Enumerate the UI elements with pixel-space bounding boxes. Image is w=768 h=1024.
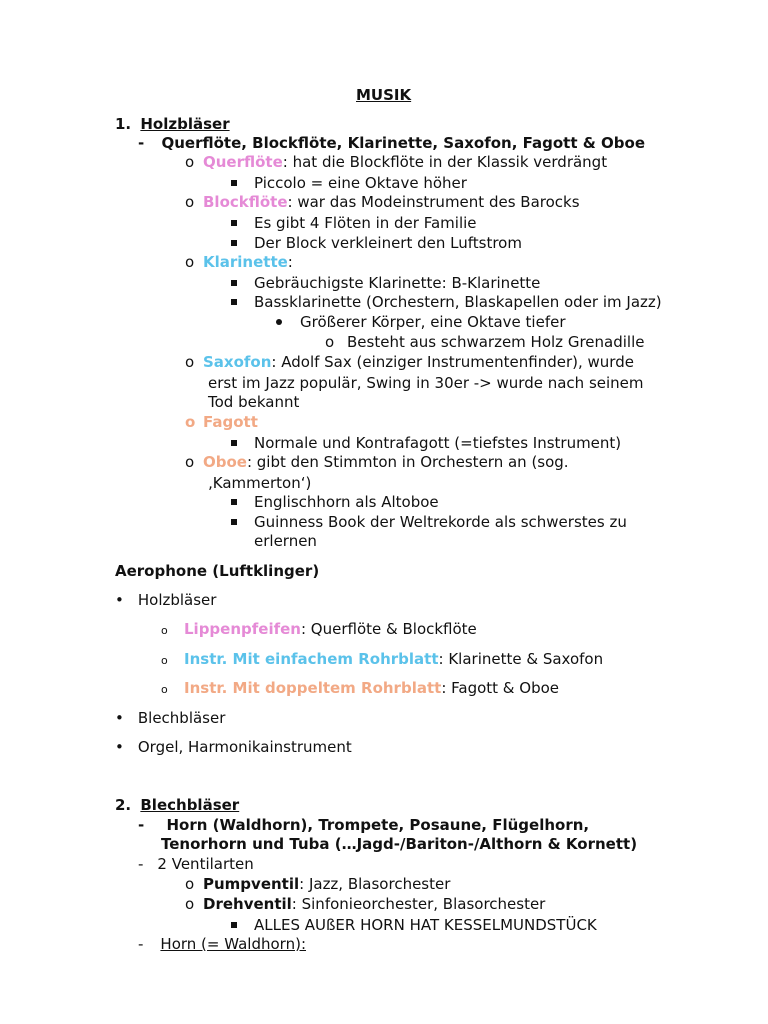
square-bullet [231,922,237,928]
o-marker: o [185,153,195,171]
section2-intro-text1: Horn (Waldhorn), Trompete, Posaune, Flügelhorn, [166,816,590,834]
o-marker: o [185,353,195,371]
square-bullet [231,280,237,286]
drehventil-label: Drehventil [203,895,292,913]
fagott-label: Fagott [203,413,258,431]
blech-text: Blechbläser [137,709,226,727]
dash-marker: - [138,816,145,834]
square-bullet [231,180,237,186]
square-bullet [231,220,237,226]
o-marker: o [185,413,196,431]
aero-item-holz [115,590,216,610]
drehventil-text: : Sinfonieorchester, Blasorchester [291,895,546,913]
pumpventil-text: : Jazz, Blasorchester [299,875,451,893]
piccolo-text: Piccolo = eine Oktave höher [254,174,467,192]
item-querfloete [185,152,607,172]
section2-intro [138,815,589,835]
section1-heading [115,114,230,134]
guinness-line2: erlernen [254,532,317,550]
guinness-text: Guinness Book der Weltrekorde als schwerstes zu [254,513,627,531]
sub-piccolo [231,173,467,193]
block-text: Der Block verkleinert den Luftstrom [254,234,522,252]
dash-marker: - [138,935,144,953]
item-drehventil [185,894,545,914]
horn-text: Horn (= Waldhorn): [160,935,306,953]
blockfloete-label: Blockflöte [203,193,288,211]
o-marker: o [185,453,195,471]
kesselmundstueck-text: ALLES AUßER HORN HAT KESSELMUNDSTÜCK [254,916,597,934]
lippen-label: Lippenpfeifen [184,620,301,638]
item-blockfloete [185,192,580,212]
section2-number: 2. [115,796,132,814]
section1-title: Holzbläser [140,115,230,133]
section2-intro-text2: Tenorhorn und Tuba (…Jagd-/Bariton-/Althorn & Kornett) [161,835,638,853]
saxofon-line3: Tod bekannt [208,393,300,411]
klarinette-label: Klarinette [203,253,288,271]
o-marker: o [161,683,168,696]
sub-floeten [231,213,477,233]
dash-marker: - [138,134,145,152]
item-horn [138,934,306,954]
floeten-text: Es gibt 4 Flöten in der Familie [254,214,477,232]
aero-item-blech [115,708,225,728]
doppelt-label: Instr. Mit doppeltem Rohrblatt [184,679,442,697]
square-bullet [231,440,237,446]
einfach-label: Instr. Mit einfachem Rohrblatt [184,650,439,668]
ventilarten-text: 2 Ventilarten [157,855,254,873]
groesserer-text: Größerer Körper, eine Oktave tiefer [300,313,566,331]
bassklarinette-text: Bassklarinette (Orchestern, Blaskapellen oder im Jazz) [254,293,662,311]
bullet-marker: • [115,738,124,756]
o-marker: o [185,253,195,271]
oboe-line2: ‚Kammerton‘) [208,474,312,492]
sub-englischhorn [231,492,439,512]
saxofon-line2: erst im Jazz populär, Swing in 30er -> wurde nach seinem [208,374,644,392]
o-marker: o [325,333,335,351]
aerophone-heading: Aerophone (Luftklinger) [115,562,320,580]
lippen-text: : Querflöte & Blockflöte [300,620,477,638]
sub-grenadille [325,332,644,352]
sub-kontrafagott [231,433,621,453]
doppelt-text: : Fagott & Oboe [441,679,560,697]
aero-item-orgel [115,737,352,757]
sub-b-klarinette [231,273,540,293]
querfloete-label: Querflöte [203,153,283,171]
section2-heading [115,795,239,815]
aero-item-doppelt [161,678,559,700]
section1-intro [138,133,645,153]
page-title: MUSIK [356,86,412,104]
dash-marker: - [138,855,144,873]
section2-title: Blechbläser [140,796,240,814]
oboe-text: : gibt den Stimmton in Orchestern an (sog. [246,453,569,471]
pumpventil-label: Pumpventil [203,875,300,893]
section1-number: 1. [115,115,132,133]
square-bullet [231,240,237,246]
klarinette-text: : [287,253,293,271]
englischhorn-text: Englischhorn als Altoboe [254,493,439,511]
sub-kesselmundstueck [231,915,597,935]
o-marker: o [161,624,168,637]
sub-groesserer [276,312,566,332]
sub-bassklarinette [231,292,662,312]
orgel-text: Orgel, Harmonikainstrument [137,738,352,756]
dot-bullet [276,319,282,325]
blockfloete-text: : war das Modeinstrument des Barocks [287,193,580,211]
o-marker: o [161,654,168,667]
sub-block [231,233,522,253]
bullet-marker: • [115,709,124,727]
saxofon-text: : Adolf Sax (einziger Instrumentenfinder), wurde [271,353,634,371]
aero-item-lippen [161,619,477,641]
einfach-text: : Klarinette & Saxofon [438,650,604,668]
item-saxofon [185,352,634,372]
o-marker: o [185,895,195,913]
bullet-marker: • [115,591,124,609]
querfloete-text: : hat die Blockflöte in der Klassik verdrängt [282,153,608,171]
saxofon-label: Saxofon [203,353,272,371]
square-bullet [231,519,237,525]
section1-intro-text: Querflöte, Blockflöte, Klarinette, Saxofon, Fagott & Oboe [161,134,646,152]
item-klarinette [185,252,293,272]
square-bullet [231,499,237,505]
o-marker: o [185,875,195,893]
sub-guinness [231,512,627,532]
item-oboe [185,452,569,472]
grenadille-text: Besteht aus schwarzem Holz Grenadille [347,333,645,351]
aero-item-einfach [161,649,603,671]
item-pumpventil [185,874,450,894]
oboe-label: Oboe [203,453,247,471]
o-marker: o [185,193,195,211]
b-klarinette-text: Gebräuchigste Klarinette: B-Klarinette [254,274,541,292]
kontrafagott-text: Normale und Kontrafagott (=tiefstes Instrument) [254,434,622,452]
item-ventilarten [138,854,254,874]
item-fagott [185,412,258,432]
square-bullet [231,299,237,305]
holz-text: Holzbläser [137,591,217,609]
